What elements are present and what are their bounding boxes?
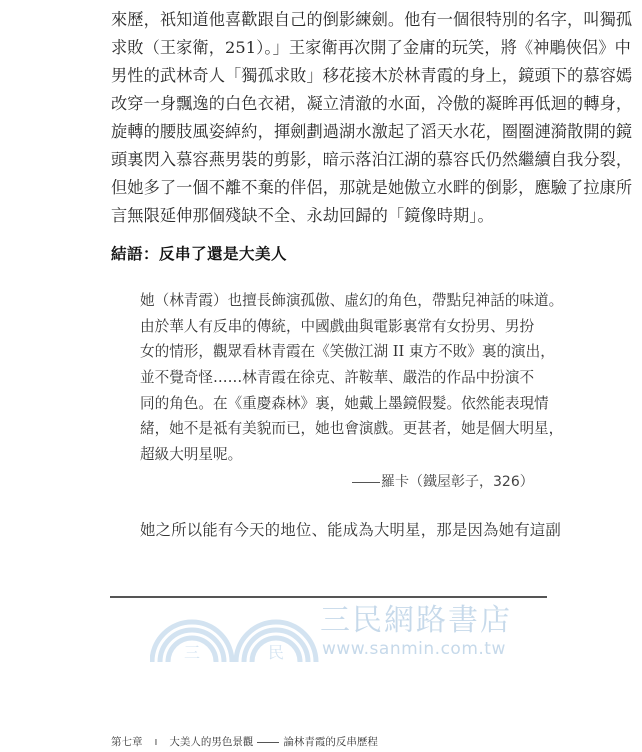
sanmin-logo-icon: [150, 604, 320, 662]
watermark-title: 三民網路書店: [320, 603, 512, 638]
attribution-author: 羅卡: [381, 474, 409, 490]
page-footer: [111, 734, 378, 750]
body-line: 改穿一身飄逸的白色衣裙，凝立清澈的水面，冷傲的凝眸再低迴的轉身，: [111, 94, 633, 113]
quote-line: 超級大明星呢。: [140, 446, 243, 464]
watermark-url: www.sanmin.com.tw: [322, 639, 506, 659]
body-line: 但她多了一個不離不棄的伴侶，那就是她傲立水畔的倒影，應驗了拉康所: [111, 178, 633, 197]
quote-attribution: [352, 470, 534, 494]
body-line: 旋轉的腰肢風姿綽約，揮劍劃過湖水激起了滔天水花，圈圈漣漪散開的鏡: [111, 122, 633, 141]
body-line: 求敗（王家衛，251）。」王家衛再次開了金庸的玩笑，將《神鵰俠侶》中: [111, 38, 631, 57]
quote-line: 女的情形，觀眾看林青霞在《笑傲江湖 II 東方不敗》裏的演出，: [140, 343, 555, 361]
body-line: 男性的武林奇人「獨孤求敗」移花接木於林青霞的身上，鏡頭下的慕容嫣: [111, 66, 633, 85]
quote-line: 並不覺奇怪……林青霞在徐克、許鞍華、嚴浩的作品中扮演不: [140, 369, 535, 387]
watermark: [150, 604, 510, 662]
footer-title-sub: 論林青霞的反串歷程: [283, 736, 378, 748]
body-line: 來歷，祇知道他喜歡跟自己的倒影練劍。他有一個很特別的名字，叫獨孤: [111, 10, 633, 29]
quote-line: 她（林青霞）也擅長飾演孤傲、虛幻的角色，帶點兒神話的味道。: [140, 292, 564, 309]
footer-separator: ı: [154, 736, 158, 748]
em-dash: [352, 482, 380, 483]
body-paragraph: [111, 6, 633, 230]
section-heading: 結語：反串了還是大美人: [111, 244, 288, 263]
attribution-citation: （鐵屋彰子，326）: [409, 474, 534, 490]
svg-text:三: 三: [184, 643, 201, 662]
svg-text:民: 民: [268, 643, 285, 662]
footer-dash: [257, 742, 279, 743]
footer-title-main: 大美人的男色景觀: [169, 736, 254, 748]
body-line: 頭裏閃入慕容燕男裝的剪影，暗示落泊江湖的慕容氏仍然繼續自我分裂，: [111, 150, 633, 169]
quote-line: 由於華人有反串的傳統，中國戲曲與電影裏常有女扮男、男扮: [140, 317, 535, 335]
quote-line: 同的角色。在《重慶森林》裏，她戴上墨鏡假髮。依然能表現情: [140, 394, 549, 412]
block-quote: [140, 288, 564, 468]
quote-line: 緒，她不是祗有美貌而已，她也會演戲。更甚者，她是個大明星，: [140, 420, 564, 438]
closing-paragraph: 她之所以能有今天的地位、能成為大明星，那是因為她有這副: [140, 521, 562, 539]
footer-chapter: 第七章: [111, 736, 143, 748]
body-line: 言無限延伸那個殘缺不全、永劫回歸的「鏡像時期」。: [111, 206, 494, 225]
horizontal-rule: [110, 596, 547, 598]
